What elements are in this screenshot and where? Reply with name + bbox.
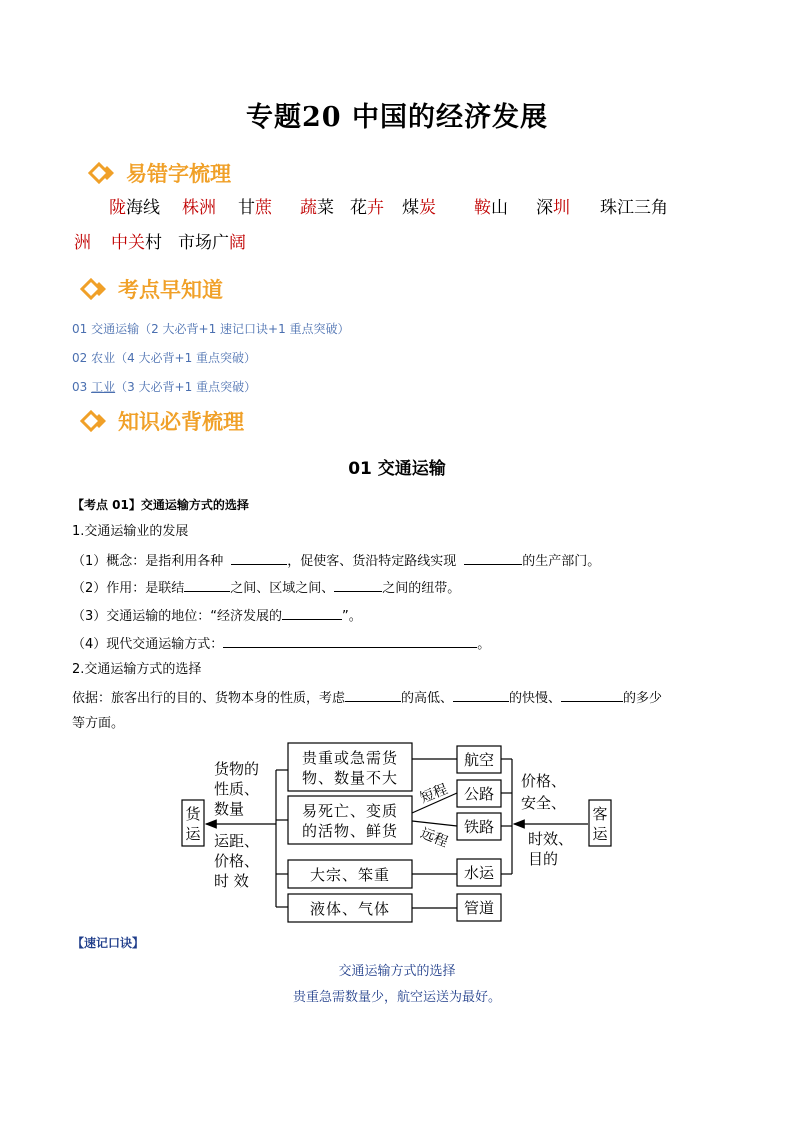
passenger-label: 运 xyxy=(592,825,608,843)
toc-item-transport[interactable]: 01 交通运输（2 大必背+1 速记口诀+1 重点突破） xyxy=(72,322,350,336)
paragraph: （3）交通运输的地位：“经济发展的 ”。 xyxy=(72,605,362,627)
blank[interactable] xyxy=(453,687,509,702)
double-diamond-icon xyxy=(80,410,110,432)
paragraph: （1）概念：是指利用各种 ，促使客、货沿特定路线实现 的生产部门。 xyxy=(72,550,600,572)
word-item: 煤炭 xyxy=(402,198,436,218)
mode-text: 公路 xyxy=(463,785,495,803)
section-heading-text: 知识必背梳理 xyxy=(118,410,244,434)
word-item: 深圳 xyxy=(536,198,570,218)
category-text: 物、数量不大 xyxy=(301,769,399,787)
mode-text: 航空 xyxy=(463,751,495,769)
page-title: 专题20 中国的经济发展 xyxy=(246,102,548,133)
category-text: 液体、气体 xyxy=(309,900,391,918)
mode-text: 管道 xyxy=(463,899,495,917)
factor-label: 货物的 xyxy=(214,760,260,778)
factor-label: 价格、 xyxy=(214,852,260,870)
freight-label: 货 xyxy=(185,805,201,823)
toc-item-agriculture[interactable]: 02 农业（4 大必背+1 重点突破） xyxy=(72,351,257,365)
word-item: 中关村 xyxy=(111,233,162,253)
blank[interactable] xyxy=(345,687,401,702)
factor-label: 目的 xyxy=(528,850,559,868)
word-item: 蔬菜 xyxy=(300,198,334,218)
section-heading-errors xyxy=(88,158,231,188)
word-item: 花卉 xyxy=(350,198,384,218)
section-heading-knowledge xyxy=(80,406,244,436)
exam-point-heading: 【考点 01】交通运输方式的选择 xyxy=(72,498,249,512)
word-item: 陇海线 xyxy=(109,198,160,218)
paragraph: 2.交通运输方式的选择 xyxy=(72,662,202,677)
toc-item-industry[interactable]: 03 工业（3 大必背+1 重点突破） xyxy=(72,380,257,394)
factor-label: 运距、 xyxy=(214,832,260,850)
factor-label: 时 效 xyxy=(214,872,249,890)
mode-text: 铁路 xyxy=(463,818,495,836)
mnemonic-label: 【速记口诀】 xyxy=(72,936,145,950)
blank[interactable] xyxy=(334,577,382,592)
freight-label: 运 xyxy=(185,825,201,843)
category-text: 大宗、笨重 xyxy=(309,866,391,884)
subsection-title: 01 交通运输 xyxy=(348,459,446,479)
blank[interactable] xyxy=(231,550,287,565)
word-item: 市场广阔 xyxy=(178,233,246,253)
factor-label: 时效、 xyxy=(528,830,574,848)
blank[interactable] xyxy=(223,633,477,648)
factor-label: 安全、 xyxy=(521,794,567,812)
long-distance-label: 远程 xyxy=(418,825,450,851)
factor-label: 性质、 xyxy=(214,780,260,798)
section-heading-text: 易错字梳理 xyxy=(126,162,231,186)
paragraph: （2）作用：是联结 之间、区域之间、 之间的纽带。 xyxy=(72,577,460,599)
double-diamond-icon xyxy=(88,162,118,184)
category-text: 贵重或急需货 xyxy=(301,749,399,767)
word-item: 株洲 xyxy=(182,198,216,218)
word-item: 鞍山 xyxy=(474,198,508,218)
error-words: 陇海线 株洲 甘蔗 蔬菜 花卉 煤炭 鞍山 深圳 珠江三角 洲 中关村 市场广阔 xyxy=(74,191,734,261)
double-diamond-icon xyxy=(80,278,110,300)
paragraph: 依据：旅客出行的目的、货物本身的性质，考虑 的高低、 的快慢、 的多少 xyxy=(72,687,732,709)
mnemonic-title: 交通运输方式的选择 xyxy=(338,964,456,979)
category-text: 的活物、鲜货 xyxy=(301,822,399,840)
paragraph: 等方面。 xyxy=(72,716,125,731)
category-text: 易死亡、变质 xyxy=(301,802,399,820)
transport-choice-diagram xyxy=(178,736,618,926)
passenger-label: 客 xyxy=(592,805,608,823)
factor-label: 价格、 xyxy=(521,772,567,790)
paragraph: （4）现代交通运输方式： 。 xyxy=(72,633,490,655)
paragraph: 1.交通运输业的发展 xyxy=(72,524,189,539)
word-item: 甘蔗 xyxy=(238,198,272,218)
blank[interactable] xyxy=(561,687,623,702)
word-item: 珠江三角 xyxy=(600,198,668,218)
blank[interactable] xyxy=(282,605,342,620)
short-distance-label: 短程 xyxy=(418,781,450,807)
section-heading-text: 考点早知道 xyxy=(118,278,223,302)
blank[interactable] xyxy=(464,550,522,565)
section-heading-exam-points xyxy=(80,274,223,304)
mode-text: 水运 xyxy=(463,864,495,882)
blank[interactable] xyxy=(184,577,230,592)
mnemonic-line: 贵重急需数量少，航空运送为最好。 xyxy=(292,990,501,1005)
factor-label: 数量 xyxy=(214,800,245,818)
